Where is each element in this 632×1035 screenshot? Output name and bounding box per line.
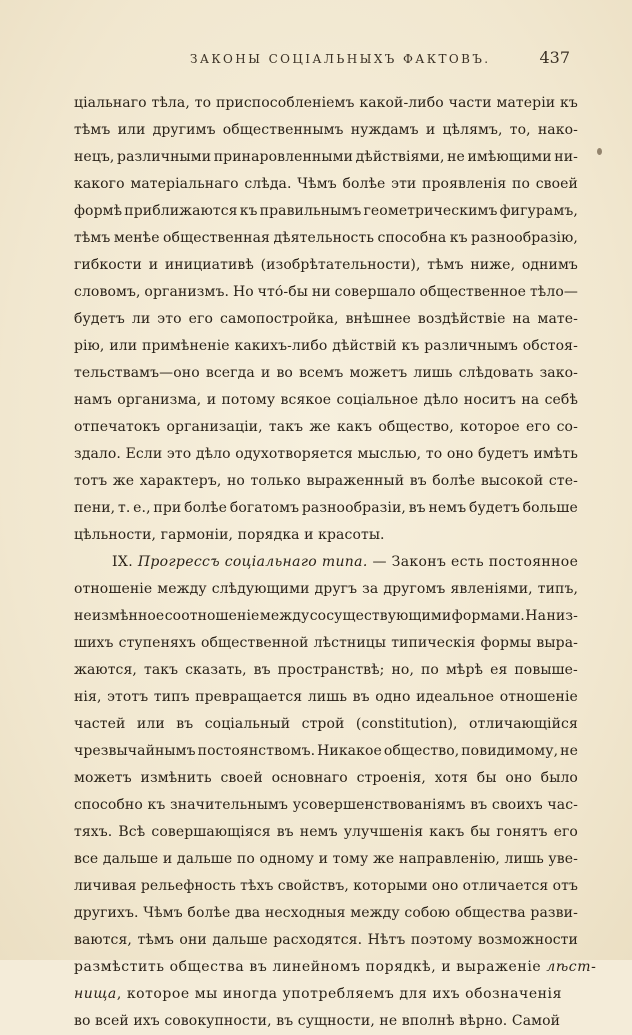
text-line: нiя, этотъ типъ превращается лишь въ одно идеальное отношенiе [74, 689, 578, 705]
text-line: будетъ ли это его самопостройка, внѣшнее воздѣйствiе на мате- [74, 311, 578, 327]
text-line: здало. Если это дѣло одухотворяется мыслью, то оно будетъ имѣть [74, 446, 578, 462]
text-segment: , которое мы иногда употребляемъ для ихъ обозначенiя [116, 986, 562, 1002]
section-number: IX. [112, 554, 138, 570]
text-line: формѣ приближаются къ правильнымъ геометрическимъ фигурамъ, [74, 203, 578, 219]
italic-term: нища [74, 986, 117, 1002]
text-line: жаются, такъ сказать, въ пространствѣ; но, по мѣрѣ ея повыше- [74, 662, 578, 678]
text-line: во всей ихъ совокупности, въ сущности, не вполнѣ вѣрно. Самой [74, 1013, 561, 1029]
text-line: частей или въ соцiальный строй (constitution), отличающiйся [74, 716, 578, 732]
text-segment: размѣстить общества въ линейномъ порядкѣ, и выраженiе [74, 959, 547, 975]
text-line: ваются, тѣмъ они дальше расходятся. Нѣтъ поэтому возможности [74, 932, 578, 948]
section-text: — Законъ есть постоянное [367, 554, 579, 570]
page-header [190, 48, 570, 72]
paper-speck [597, 148, 602, 155]
body-text [74, 90, 597, 1035]
section-heading-line [74, 549, 578, 576]
text-line: другихъ. Чѣмъ болѣе два несходныя между собою общества разви- [74, 905, 578, 921]
text-line: неизмѣнное соотношенiе между сосуществующими формами. На низ- [74, 608, 578, 624]
text-line: тельствамъ—оно всегда и во всемъ можетъ лишь слѣдовать зако- [74, 365, 578, 381]
text-line: отношенiе между слѣдующими другъ за другомъ явленiями, типъ, [74, 581, 578, 597]
text-line [74, 954, 597, 981]
text-line: цiальнаго тѣла, то приспособленiемъ какой-либо части матерiи къ [74, 95, 578, 111]
running-title: ЗАКОНЫ СОЦIАЛЬНЫХЪ ФАКТОВЪ. [190, 52, 491, 66]
text-line: шихъ ступеняхъ общественной лѣстницы типическiя формы выра- [74, 635, 578, 651]
text-line: личивая рельефность тѣхъ свойствъ, которыми оно отличается отъ [74, 878, 578, 894]
text-line [74, 981, 578, 1008]
text-line: намъ организма, и потому всякое соцiальное дѣло носитъ на себѣ [74, 392, 578, 408]
text-line: нецъ, различными принаровленными дѣйствiями, не имѣющими ни- [74, 149, 578, 165]
page-number: 437 [539, 48, 570, 67]
text-line: словомъ, организмъ. Но что́-бы ни совершало общественное тѣло— [74, 284, 578, 300]
text-line: гибкости и инициативѣ (изобрѣтательности), тѣмъ ниже, однимъ [74, 257, 578, 273]
text-line: рiю, или примѣненiе какихъ-либо дѣйствiй къ различнымъ обстоя- [74, 338, 578, 354]
text-line: отпечатокъ организацiи, такъ же какъ общество, которое его со- [74, 419, 578, 435]
text-line: тотъ же характеръ, но только выраженный въ болѣе высокой сте- [74, 473, 578, 489]
text-line: чрезвычайнымъ постоянствомъ. Никакое общество, повидимому, не [74, 743, 578, 759]
italic-term: лѣст- [546, 959, 597, 975]
section-title: Прогрессъ соцiальнаго типа. [137, 554, 368, 570]
text-line: пени, т. е., при болѣе богатомъ разнообразiи, въ немъ будетъ больше [74, 500, 578, 516]
text-line: можетъ измѣнить своей основнаго строенiя, хотя бы оно было [74, 770, 578, 786]
text-line: способно къ значительнымъ усовершенствованiямъ въ своихъ час- [74, 797, 578, 813]
text-line: тяхъ. Всѣ совершающiяся въ немъ улучшенiя какъ бы гонятъ его [74, 824, 578, 840]
text-line: тѣмъ или другимъ общественнымъ нуждамъ и цѣлямъ, то, нако- [74, 122, 578, 138]
text-line: все дальше и дальше по одному и тому же направленiю, лишь уве- [74, 851, 578, 867]
text-line: тѣмъ менѣе общественная дѣятельность способна къ разнообразiю, [74, 230, 578, 246]
text-line: цѣльности, гармонiи, порядка и красоты. [74, 527, 385, 543]
text-line: какого матерiальнаго слѣда. Чѣмъ болѣе эти проявленiя по своей [74, 176, 578, 192]
